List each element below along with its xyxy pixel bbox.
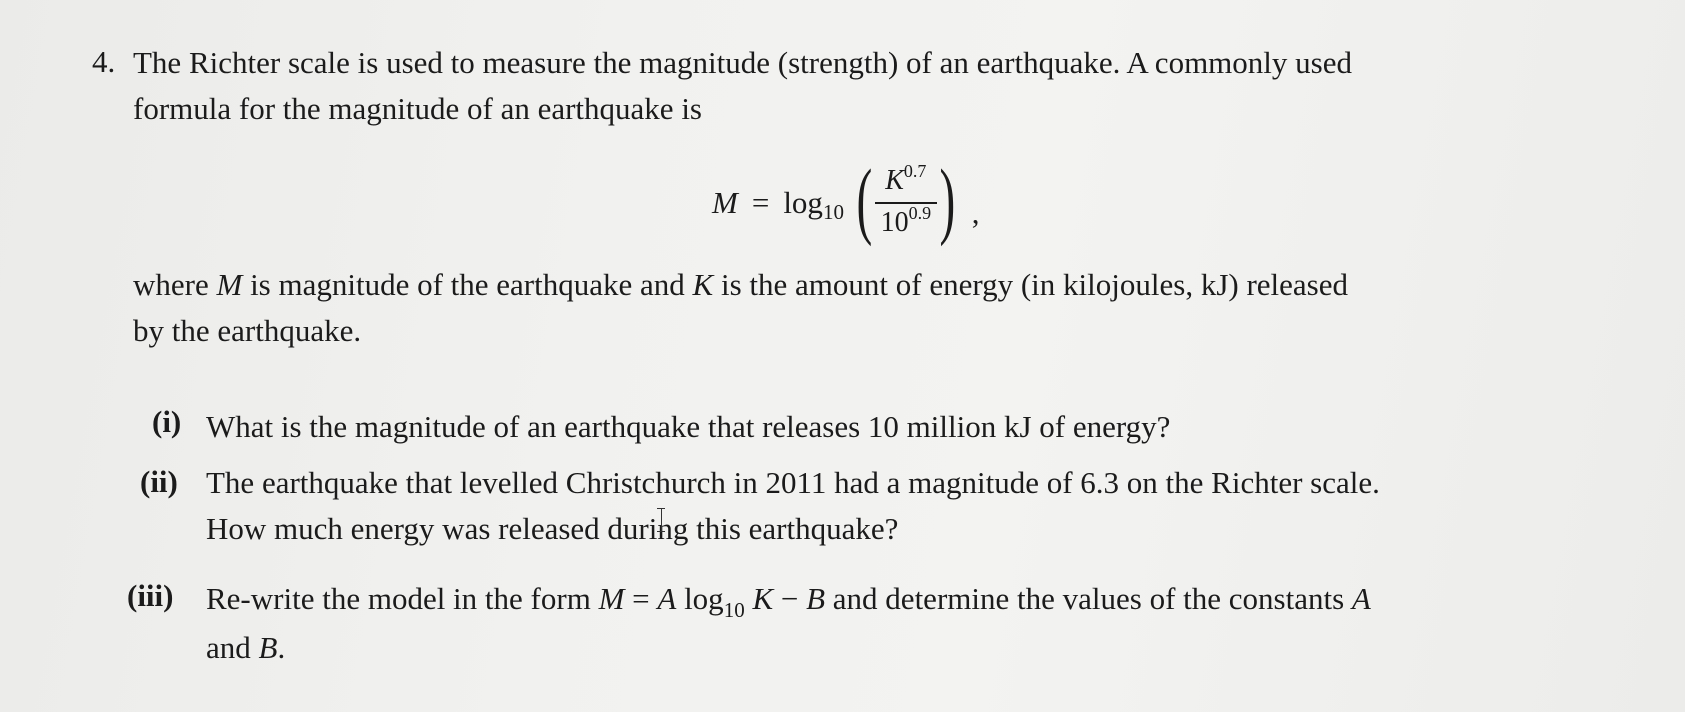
part-ii-text: The earthquake that levelled Christchurch in 2011 had a magnitude of 6.3 on the Richter scale. How much energy was released during this earthquake? bbox=[206, 465, 1380, 546]
where-line-2: by the earthquake. bbox=[133, 313, 362, 348]
formula-fraction bbox=[875, 161, 938, 242]
formula-open-paren: ( bbox=[856, 151, 873, 247]
intro-line-1: The Richter scale is used to measure the magnitude (strength) of an earthquake. A commonly used bbox=[133, 45, 1352, 80]
text-cursor-icon bbox=[661, 508, 672, 532]
part-iii-line-1: Re-write the model in the form M = A $\log_{10} K - B$ and determine the values of the constants A bbox=[206, 581, 1371, 622]
part-ii-label: (ii) bbox=[140, 464, 178, 499]
formula-log: log bbox=[783, 185, 823, 220]
richter-formula bbox=[712, 151, 980, 248]
formula-denominator: $10^{0.9}$ bbox=[880, 203, 932, 238]
part-iii-text bbox=[206, 576, 1371, 671]
part-iii-line-2: and B. bbox=[206, 630, 286, 665]
formula-equals: = bbox=[751, 185, 770, 220]
part-i-text: What is the magnitude of an earthquake that releases 10 million kJ of energy? bbox=[206, 409, 1171, 444]
formula-comma: , bbox=[971, 195, 980, 230]
formula-log-base: 10 bbox=[822, 199, 844, 224]
part-i-label: (i) bbox=[152, 404, 182, 439]
intro-paragraph bbox=[133, 40, 1352, 132]
part-iii-label: (iii) bbox=[127, 578, 174, 613]
formula-numerator: $K^{0.7}$ bbox=[885, 161, 927, 196]
where-line-1: where M is magnitude of the earthquake and K is the amount of energy (in kilojoules, kJ) released bbox=[133, 267, 1348, 302]
intro-line-2: formula for the magnitude of an earthquake is bbox=[133, 91, 702, 126]
question-number: 4. bbox=[92, 44, 116, 79]
where-paragraph bbox=[133, 262, 1348, 354]
formula-lhs: M bbox=[712, 185, 738, 220]
formula-close-paren: ) bbox=[939, 151, 956, 247]
